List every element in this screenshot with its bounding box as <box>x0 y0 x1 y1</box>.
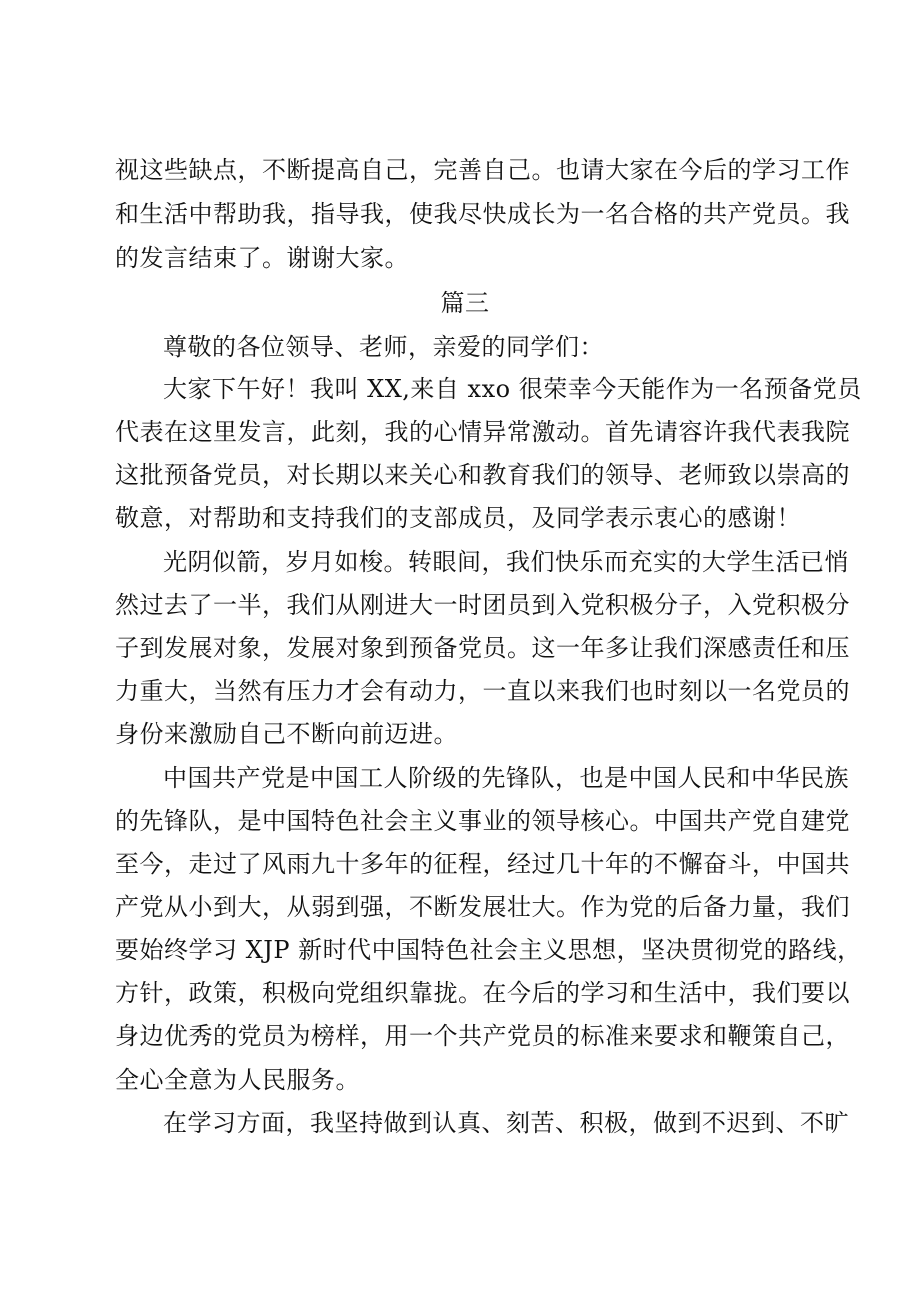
text-line: 视这些缺点，不断提高自己，完善自己。也请大家在今后的学习工作 <box>115 156 850 184</box>
text-line: 光阴似箭，岁月如梭。转眼间，我们快乐而充实的大学生活已悄 <box>163 548 849 576</box>
text-line: 子到发展对象，发展对象到预备党员。这一年多让我们深感责任和压 <box>115 634 850 662</box>
text-line: 大家下午好！我叫 XX,来自 xxo 很荣幸今天能作为一名预备党员 <box>163 375 862 403</box>
salutation: 尊敬的各位领导、老师，亲爱的同学们： <box>163 333 604 361</box>
text-line: 在学习方面，我坚持做到认真、刻苦、积极，做到不迟到、不旷 <box>163 1109 849 1137</box>
text-line: 要始终学习 XJP 新时代中国特色社会主义思想，坚决贯彻党的路线， <box>115 936 862 964</box>
text-line: 和生活中帮助我，指导我，使我尽快成长为一名合格的共产党员。我 <box>115 200 850 228</box>
text-line: 的先锋队，是中国特色社会主义事业的领导核心。中国共产党自建党 <box>115 807 850 835</box>
text-line: 身边优秀的党员为榜样，用一个共产党员的标准来要求和鞭策自己， <box>115 1022 850 1050</box>
text-line: 身份来激励自己不断向前迈进。 <box>115 720 458 748</box>
text-line: 代表在这里发言，此刻，我的心情异常激动。首先请容许我代表我院 <box>115 418 850 446</box>
section-heading: 篇三 <box>440 289 490 317</box>
text-line: 方针，政策，积极向党组织靠拢。在今后的学习和生活中，我们要以 <box>115 979 850 1007</box>
text-line: 全心全意为人民服务。 <box>115 1066 360 1094</box>
text-line: 的发言结束了。谢谢大家。 <box>115 244 409 272</box>
text-line: 敬意，对帮助和支持我们的支部成员，及同学表示衷心的感谢！ <box>115 504 801 532</box>
text-line: 中国共产党是中国工人阶级的先锋队，也是中国人民和中华民族 <box>163 764 849 792</box>
text-line: 这批预备党员，对长期以来关心和教育我们的领导、老师致以崇高的 <box>115 461 850 489</box>
text-line: 力重大，当然有压力才会有动力，一直以来我们也时刻以一名党员的 <box>115 677 850 705</box>
text-line: 然过去了一半，我们从刚进大一时团员到入党积极分子，入党积极分 <box>115 591 850 619</box>
text-line: 产党从小到大，从弱到强，不断发展壮大。作为党的后备力量，我们 <box>115 893 850 921</box>
text-line: 至今，走过了风雨九十多年的征程，经过几十年的不懈奋斗，中国共 <box>115 850 850 878</box>
